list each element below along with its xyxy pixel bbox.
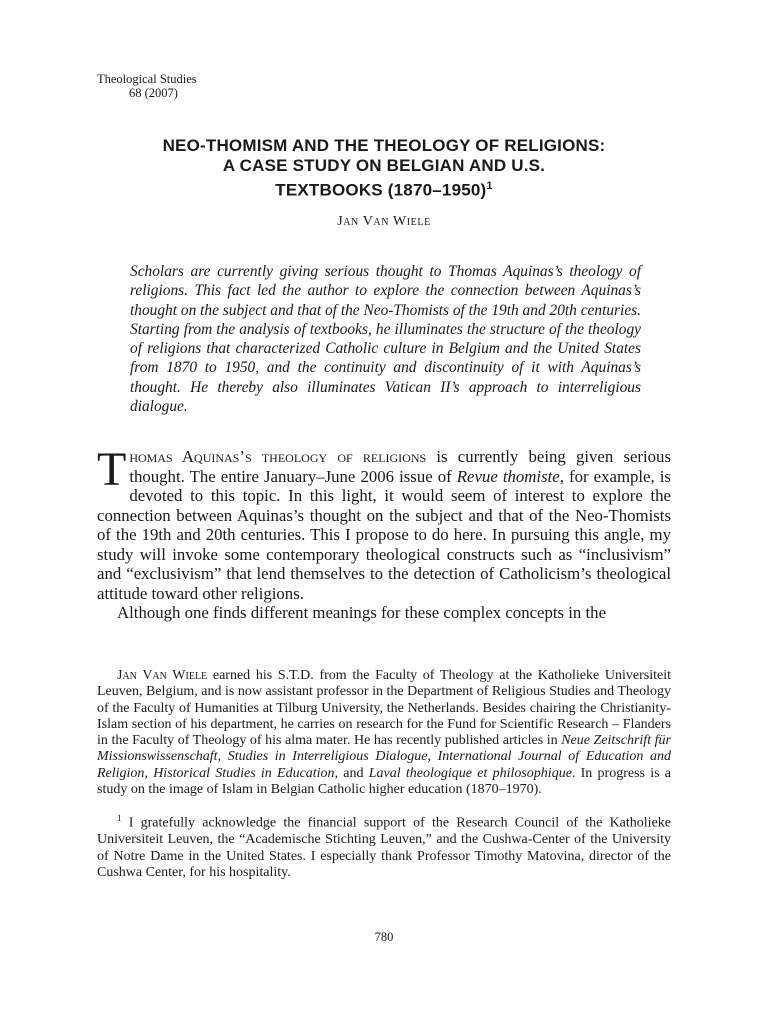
article-title (0, 136, 768, 201)
footnote-1 (97, 810, 671, 881)
author-note-journal-1: Neue Zeitschrift für Missionswissenschaft (97, 733, 671, 765)
author-note-sep-1: , (217, 749, 228, 765)
drop-cap: T (97, 443, 127, 496)
journal-name: Theological Studies (97, 72, 197, 86)
title-line-3-text: TEXTBOOKS (1870–1950) (275, 180, 487, 200)
author-note-journal-4: Historical Studies in Education (153, 765, 335, 781)
author-note-journal-3: International Journal of Education and Religion (97, 749, 671, 781)
author-name: Jan Van Wiele (337, 214, 431, 229)
author-note-sep-2: , (427, 749, 438, 765)
footnotes (97, 668, 671, 881)
footnote-1-text: I gratefully acknowledge the financial support of the Research Council of the Katholieke Universiteit Leuven, the “Academische Stichting Leuven,” and the Cushwa-Center of the University of Notre Dame in the United States. I especially thank Professor Timothy Matovina, director of the Cushwa Center, for his hospitality. (97, 816, 671, 880)
author-note-text-b: . In progress is a study on the image of Islam in Belgian Catholic higher education (1870–1970). (97, 765, 672, 798)
author-note-sep-4: , and (334, 765, 369, 781)
page-number: 780 (374, 930, 394, 944)
author-note-journal-2: Studies in Interreligious Dialogue (227, 749, 428, 765)
title-line-1: NEO-THOMISM AND THE THEOLOGY OF RELIGIONS: (162, 136, 606, 155)
journal-header (97, 72, 197, 100)
title-line-3 (0, 176, 768, 201)
journal-ref-revue-thomiste: Revue thomiste (456, 466, 560, 486)
lead-in-smallcaps: homas Aquinas’s theology of religions (129, 447, 427, 466)
main-text (97, 443, 671, 623)
paragraph-1 (97, 443, 671, 603)
title-footnote-mark: 1 (486, 180, 493, 192)
abstract: Scholars are currently giving serious thought to Thomas Aquinas’s theology of religions. This fact led the author to explore the connection between Aquinas’s thought on the subject and that of the Neo-Thomists of the 19th and 20th centuries. Starting from the analysis of textbooks, he illuminates the structure of the theology of religions that characterized Catholic culture in Belgium and the United States from 1870 to 1950, and the continuity and discontinuity of it with Aquinas’s thought. He thereby also illuminates Vatican II’s approach to interreligious dialogue. (130, 263, 641, 416)
footnote-1-mark: 1 (117, 813, 122, 824)
author-note-sep-3: , (144, 765, 154, 781)
title-line-2: A CASE STUDY ON BELGIAN AND U.S. (222, 156, 546, 175)
journal-volume: 68 (2007) (129, 86, 178, 100)
paragraph-2: Although one finds different meanings for these complex concepts in the (117, 603, 607, 622)
paragraph-1-text-b: , for example, is devoted to this topic. In this light, it would seem of interest to explore the connection between Aquinas’s thought on the subject and that of the Neo-Thomists of the 19th and 20th centuries. This I propose to do here. In pursuing this angle, my study will invoke some contemporary theological constructs such as “inclusivism” and “exclusivism” that lend themselves to the detection of Catholicism’s theological attitude toward other religions. (97, 466, 671, 603)
author-note-name: Jan Van Wiele (117, 668, 208, 683)
author-note (97, 668, 671, 798)
author-note-text-a: earned his S.T.D. from the Faculty of Theology at the Katholieke Universiteit Leuven, Belgium, and is now assistant professor in the Department of Religious Studies and Theology of the Faculty of Humanities at Tilburg University, the Netherlands. Besides chairing the Christianity-Islam section of his department, he carries on research for the Fund for Scientific Research – Flanders in the Faculty of Theology of his alma mater. He has recently published articles in (97, 668, 671, 749)
author-note-journal-5: Laval theologique et philosophique (368, 765, 572, 781)
paragraph-1-text-a: is currently being given serious thought. The entire January–June 2006 issue of (129, 447, 671, 486)
